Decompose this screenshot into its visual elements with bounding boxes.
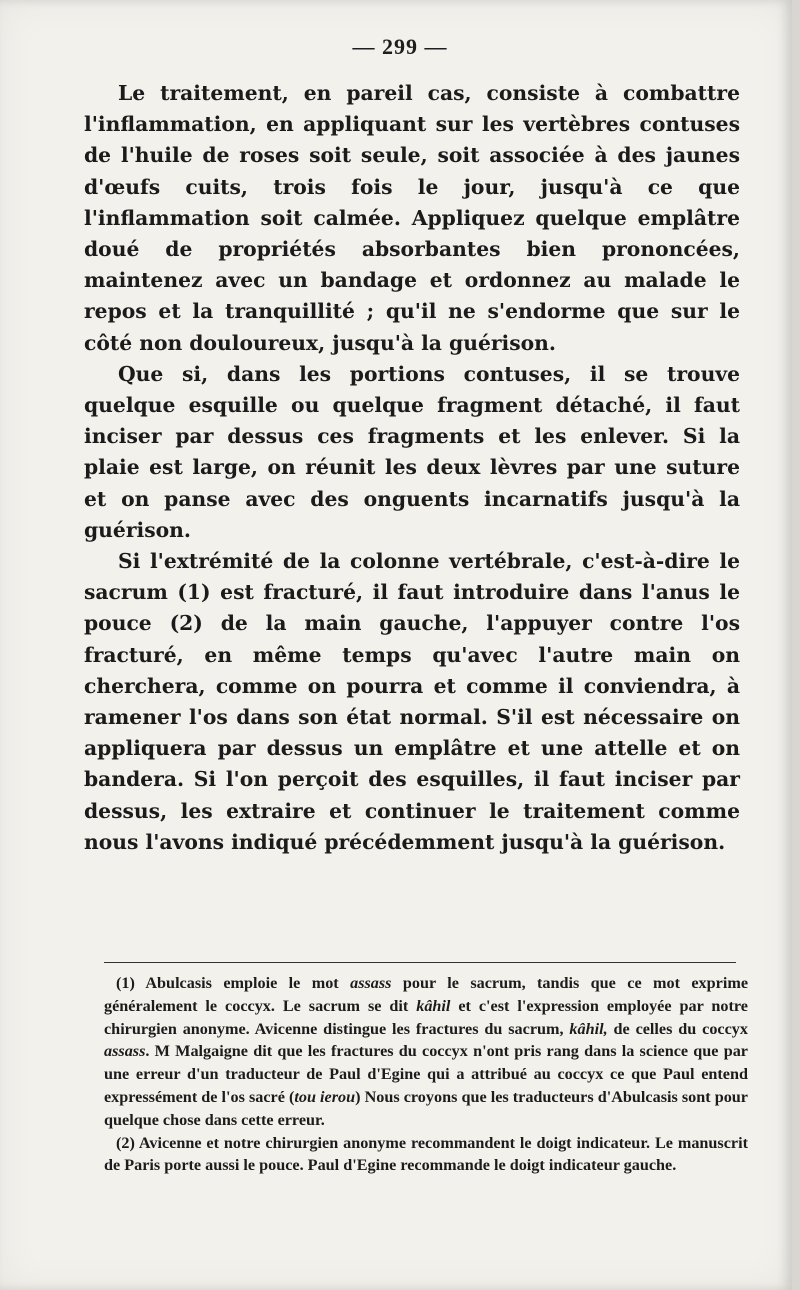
footnote-1 <box>104 972 748 1132</box>
footnote-1-term-tou-ierou: tou ierou <box>294 1087 356 1106</box>
footnote-1-text-b: pour le sacrum, tandis que ce mot exprime généralement le coccyx. Le sacrum se dit <box>104 974 748 1015</box>
page-number: — 299 — <box>352 34 448 59</box>
paragraph-2: Que si, dans les portions contuses, il se trouve quelque esquille ou quelque fragment détaché, il faut inciser par dessus ces fragments et les enlever. Si la plaie est large, on réunit les deux lèvres par une suture et on panse avec des onguents incarnatifs jusqu'à la guérison. <box>84 361 740 542</box>
footnote-2: (2) Avicenne et notre chirurgien anonyme recommandent le doigt indicateur. Le manuscrit de Paris porte aussi le pouce. Paul d'Egine recommande le doigt indicateur gauche. <box>104 1133 748 1175</box>
paragraph-1: Le traitement, en pareil cas, consiste à combattre l'inflammation, en appliquant sur les vertèbres contuses de l'huile de roses soit seule, soit associée à des jaunes d'œufs cuits, trois fois le jour, jusqu'à ce que l'inflammation soit calmée. Appliquez quelque emplâtre doué de propriétés absorbantes bien prononcées, maintenez avec un bandage et ordonnez au malade le repos et la tranquillité ; qu'il ne s'endorme que sur le côté non douloureux, jusqu'à la guérison. <box>84 81 740 355</box>
main-text <box>84 78 740 858</box>
footnotes <box>104 972 748 1177</box>
footnote-1-text-a: (1) Abulcasis emploie le mot <box>116 974 351 992</box>
footnote-1-text-f: ) Nous croyons que les traducteurs d'Abulcasis sont pour quelque chose dans cette erreur. <box>104 1087 748 1129</box>
footnote-divider <box>104 962 736 963</box>
footnote-1-text-e: . M Malgaigne dit que les fractures du coccyx n'ont pris rang dans la science que par une erreur d'un traducteur de Paul d'Egine qui a attribué au coccyx ce que Paul entend expressément de l'os sacré ( <box>104 1042 748 1106</box>
footnote-1-term-assass: assass <box>350 974 392 992</box>
footnote-1-text-c: et c'est l'expression employée par notre chirurgien anonyme. Avicenne distingue les fractures du sacrum, <box>104 996 748 1038</box>
footnote-1-term-kahil-2: kâhil, <box>569 1019 608 1038</box>
footnote-1-term-kahil: kâhil <box>416 996 451 1015</box>
paragraph-3: Si l'extrémité de la colonne vertébrale, c'est-à-dire le sacrum (1) est fracturé, il faut introduire dans l'anus le pouce (2) de la main gauche, l'appuyer contre l'os fracturé, en même temps qu'avec l'autre main on cherchera, comme on pourra et comme il conviendra, à ramener l'os dans son état normal. S'il est nécessaire on appliquera par dessus un emplâtre et une attelle et on bandera. Si l'on perçoit des esquilles, il faut inciser par dessus, les extraire et continuer le traitement comme nous l'avons indiqué précédemment jusqu'à la guérison. <box>84 549 740 854</box>
footnote-1-text-d: de celles du coccyx <box>607 1019 748 1038</box>
footnote-1-term-assass-2: assass <box>104 1042 146 1061</box>
